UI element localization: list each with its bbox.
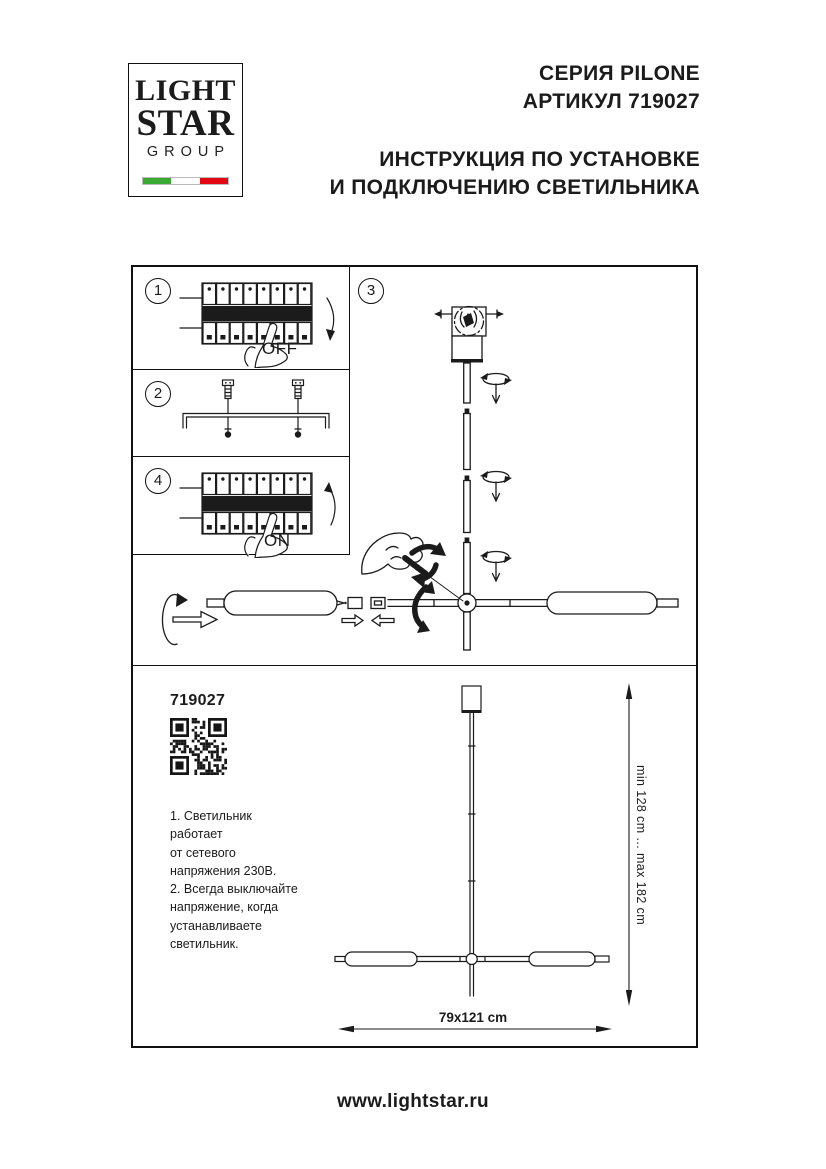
lightstar-logo: [128, 63, 243, 197]
title-line-1: ИНСТРУКЦИЯ ПО УСТАНОВКЕ: [379, 148, 700, 171]
note-line: устанавливаете: [170, 918, 262, 933]
document-title: [330, 146, 700, 202]
note-line: напряжение, когда: [170, 900, 279, 915]
off-label: OFF: [262, 339, 298, 358]
step-4-panel: [133, 457, 349, 555]
note-line: 1. Светильник: [170, 809, 252, 823]
diagram-frame: [131, 265, 698, 1048]
series-name: СЕРИЯ PILONE: [539, 62, 700, 85]
safety-notes: [170, 807, 340, 953]
step-panels-column: [133, 267, 350, 555]
title-line-2: И ПОДКЛЮЧЕНИЮ СВЕТИЛЬНИКА: [329, 176, 700, 199]
step-1-panel: [133, 267, 349, 370]
step-2-panel: [133, 370, 349, 457]
width-depth-label: 79x121 cm: [438, 1010, 508, 1025]
note-line: напряжения 230В.: [170, 863, 277, 878]
logo-text-star: STAR: [136, 102, 235, 144]
mounting-bracket-icon: [171, 376, 341, 454]
on-label: ON: [264, 531, 291, 550]
note-line: светильник.: [170, 937, 239, 952]
note-line: 2. Всегда выключайте: [170, 882, 298, 897]
assembly-section: [133, 267, 696, 665]
note-line: от сетевого: [170, 845, 236, 860]
qr-code: [170, 718, 227, 775]
note-line: работает: [170, 827, 223, 842]
step-2-number: 2: [145, 381, 171, 407]
article-number-header: АРТИКУЛ 719027: [522, 90, 700, 113]
italian-flag-stripe: [142, 177, 229, 185]
step-1-number: 1: [145, 278, 171, 304]
logo-text-group: GROUP: [146, 143, 231, 160]
height-range-label: min 128 cm ... max 182 cm: [634, 765, 648, 926]
circuit-breaker-on-icon: [178, 461, 348, 558]
website-url: www.lightstar.ru: [337, 1091, 489, 1112]
step-4-number: 4: [145, 468, 171, 494]
article-number: 719027: [170, 692, 226, 709]
series-block: [523, 60, 700, 116]
step-3-number: 3: [358, 278, 384, 304]
logo-text-light: LIGHT: [135, 74, 236, 107]
dimensions-section: [133, 665, 696, 1046]
